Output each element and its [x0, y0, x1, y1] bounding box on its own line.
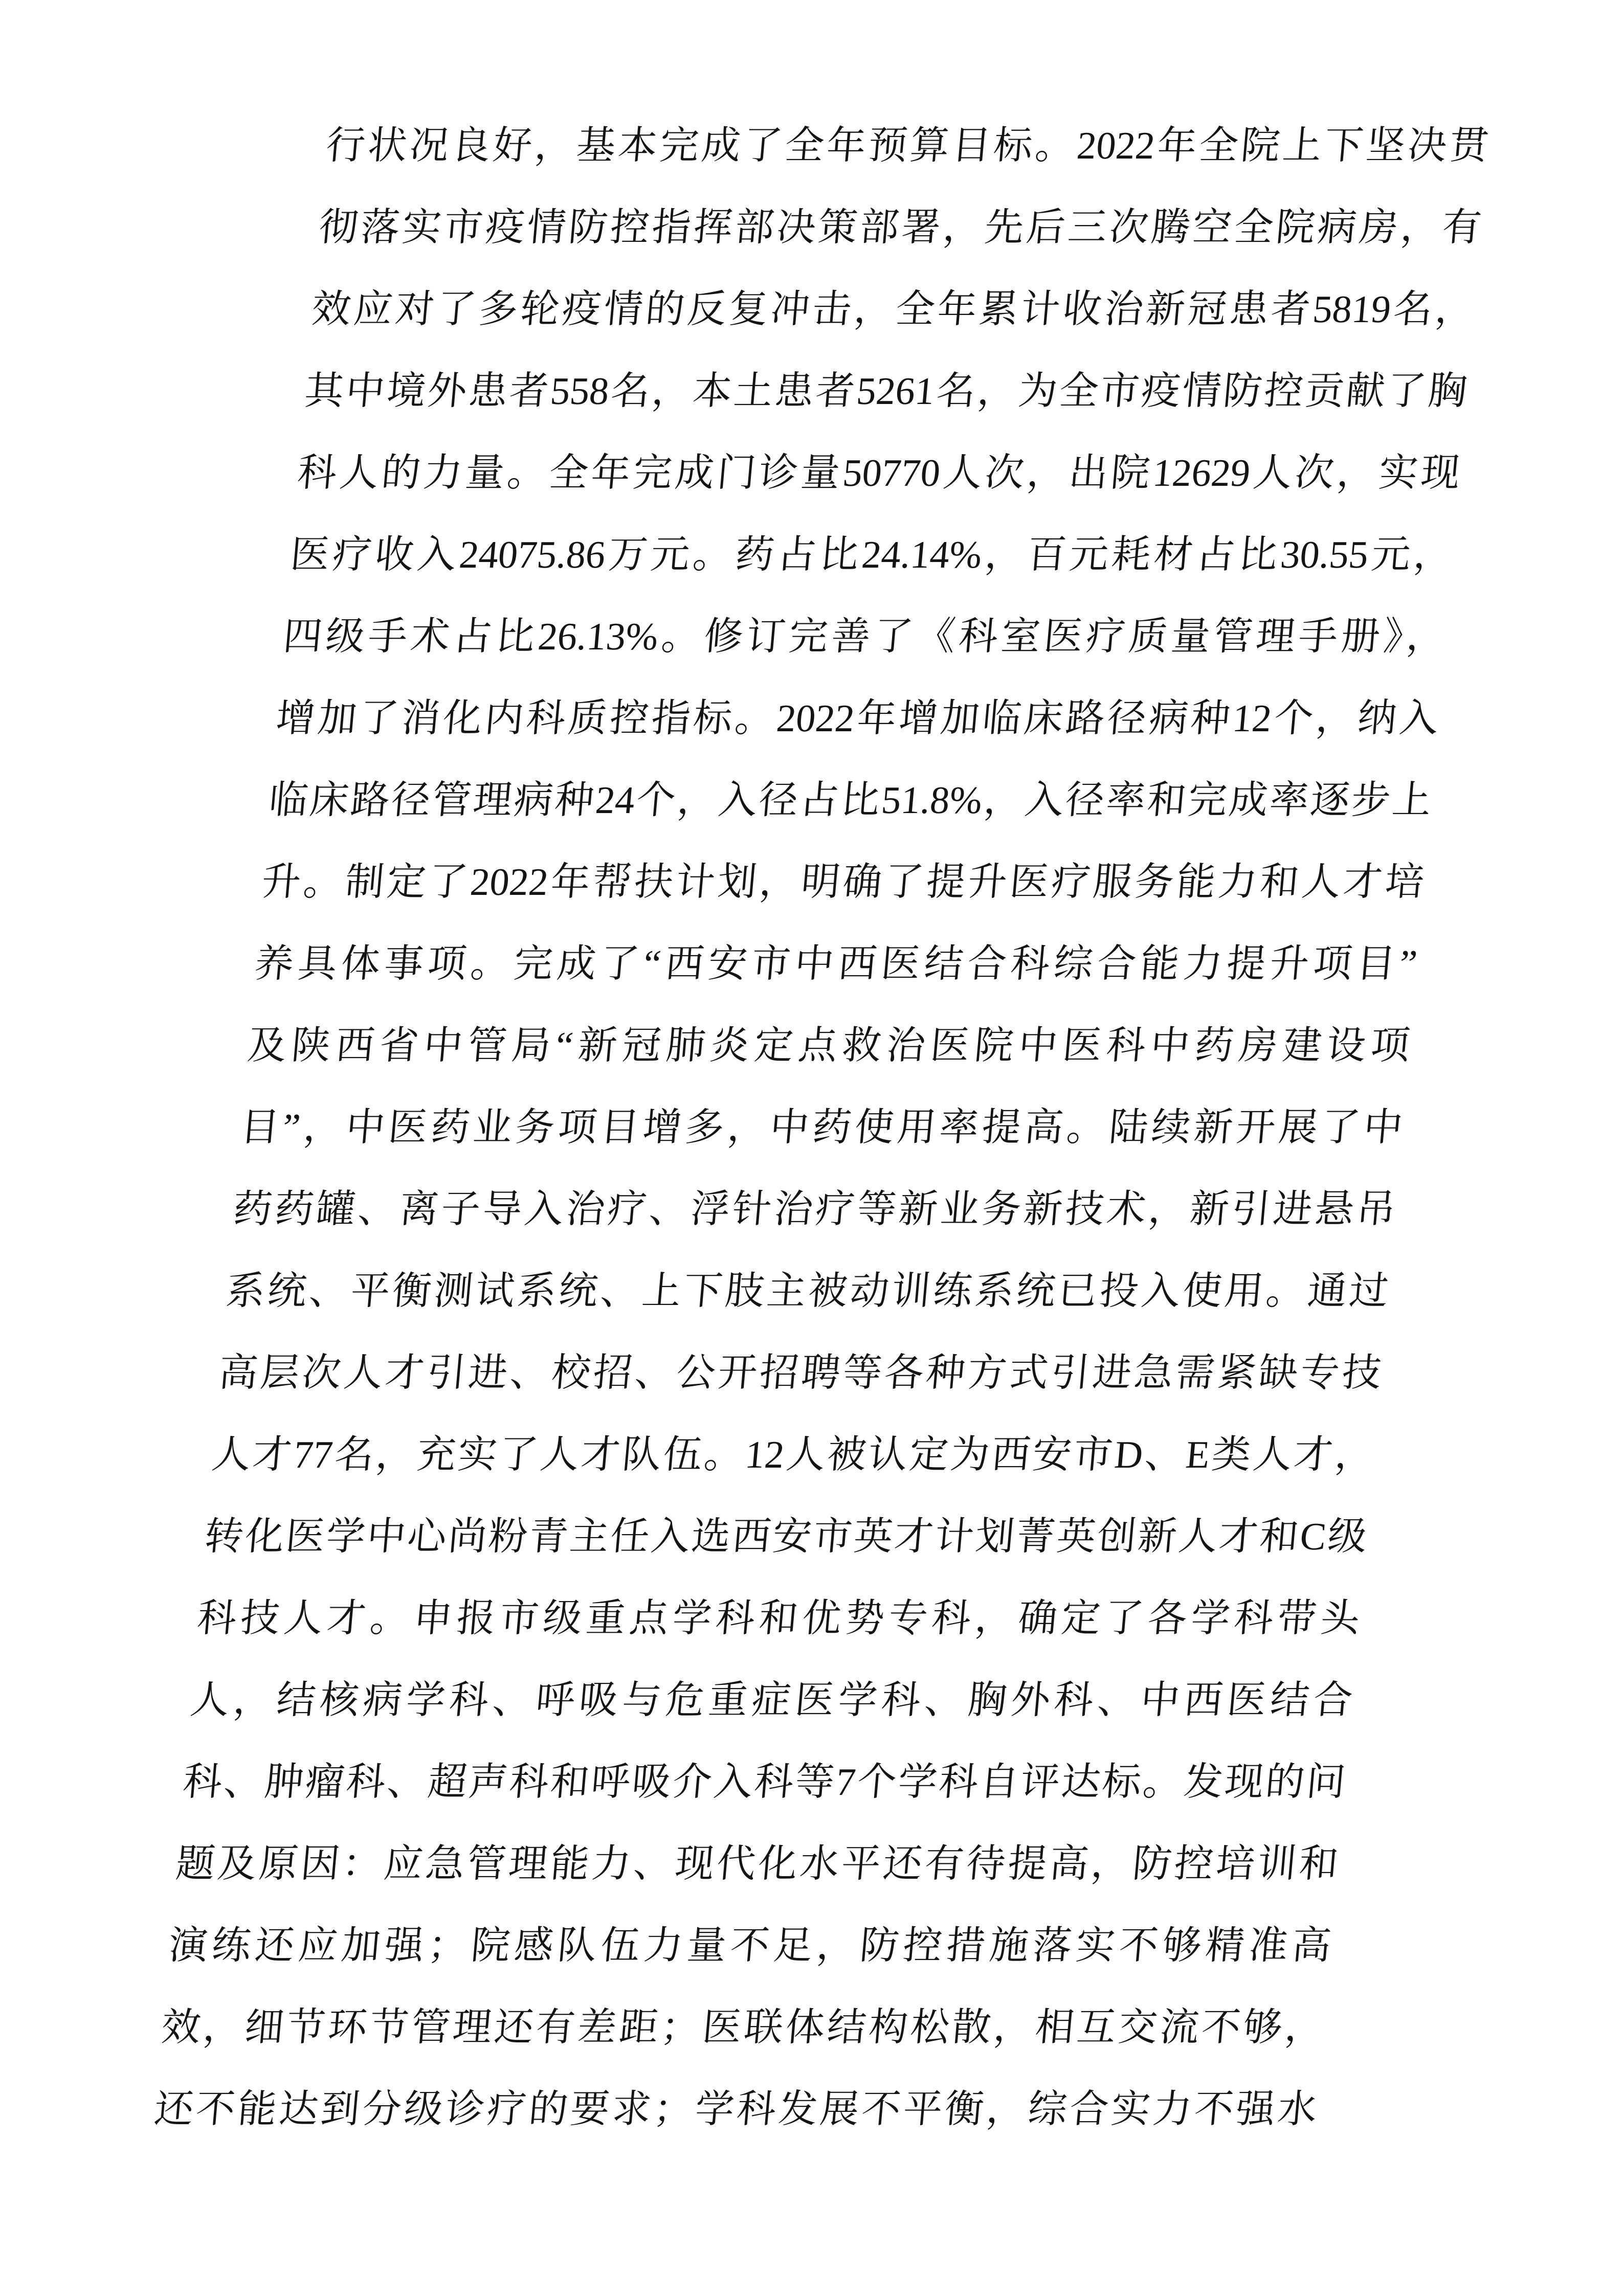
text-line: 临床路径管理病种24个，入径占比51.8%，入径率和完成率逐步上	[267, 779, 1433, 822]
text-line: 增加了消化内科质控指标。2022年增加临床路径病种12个，纳入	[274, 697, 1440, 740]
text-line: 效应对了多轮疫情的反复冲击，全年累计收治新冠患者5819名，	[310, 288, 1476, 331]
text-line: 高层次人才引进、校招、公开招聘等各种方式引进急需紧缺专技	[217, 1352, 1383, 1394]
text-line: 目”，中医药业务项目增多，中药使用率提高。陆续新开展了中	[238, 1106, 1405, 1149]
text-line: 及陕西省中管局“新冠肺炎定点救治医院中医科中药房建设项	[246, 1024, 1412, 1067]
text-line: 演练还应加强；院感队伍力量不足，防控措施落实不够精准高	[167, 1924, 1333, 1967]
text-line: 科技人才。申报市级重点学科和优势专科，确定了各学科带头	[195, 1597, 1362, 1640]
text-line: 题及原因：应急管理能力、现代化水平还有待提高，防控培训和	[174, 1842, 1340, 1885]
text-line: 行状况良好，基本完成了全年预算目标。2022年全院上下坚决贯	[324, 124, 1490, 167]
text-line: 其中境外患者558名，本土患者5261名，为全市疫情防控贡献了胸	[303, 370, 1469, 413]
text-line: 药药罐、离子导入治疗、浮针治疗等新业务新技术，新引进悬吊	[231, 1188, 1397, 1231]
text-line: 彻落实市疫情防控指挥部决策部署，先后三次腾空全院病房，有	[317, 206, 1483, 249]
text-line: 人才77名，充实了人才队伍。12人被认定为西安市D、E类人才，	[210, 1433, 1376, 1476]
text-line: 医疗收入24075.86万元。药占比24.14%，百元耗材占比30.55元，	[288, 533, 1455, 576]
text-line: 科人的力量。全年完成门诊量50770人次，出院12629人次，实现	[296, 452, 1462, 494]
body-text-block	[151, 105, 1492, 2150]
text-line: 升。制定了2022年帮扶计划，明确了提升医疗服务能力和人才培	[260, 861, 1426, 904]
text-line: 还不能达到分级诊疗的要求；学科发展不平衡，综合实力不强水	[152, 2088, 1319, 2131]
text-line: 科、肿瘤科、超声科和呼吸介入科等7个学科自评达标。发现的问	[181, 1761, 1347, 1804]
text-line: 系统、平衡测试系统、上下肢主被动训练系统已投入使用。通过	[224, 1270, 1390, 1313]
text-line: 效，细节环节管理还有差距；医联体结构松散，相互交流不够，	[160, 2006, 1326, 2049]
text-line: 四级手术占比26.13%。修订完善了《科室医疗质量管理手册》，	[281, 615, 1448, 658]
text-line: 养具体事项。完成了“西安市中西医结合科综合能力提升项目”	[253, 942, 1419, 985]
text-line: 人，结核病学科、呼吸与危重症医学科、胸外科、中西医结合	[188, 1679, 1354, 1722]
text-line: 转化医学中心尚粉青主任入选西安市英才计划菁英创新人才和C级	[203, 1515, 1369, 1558]
